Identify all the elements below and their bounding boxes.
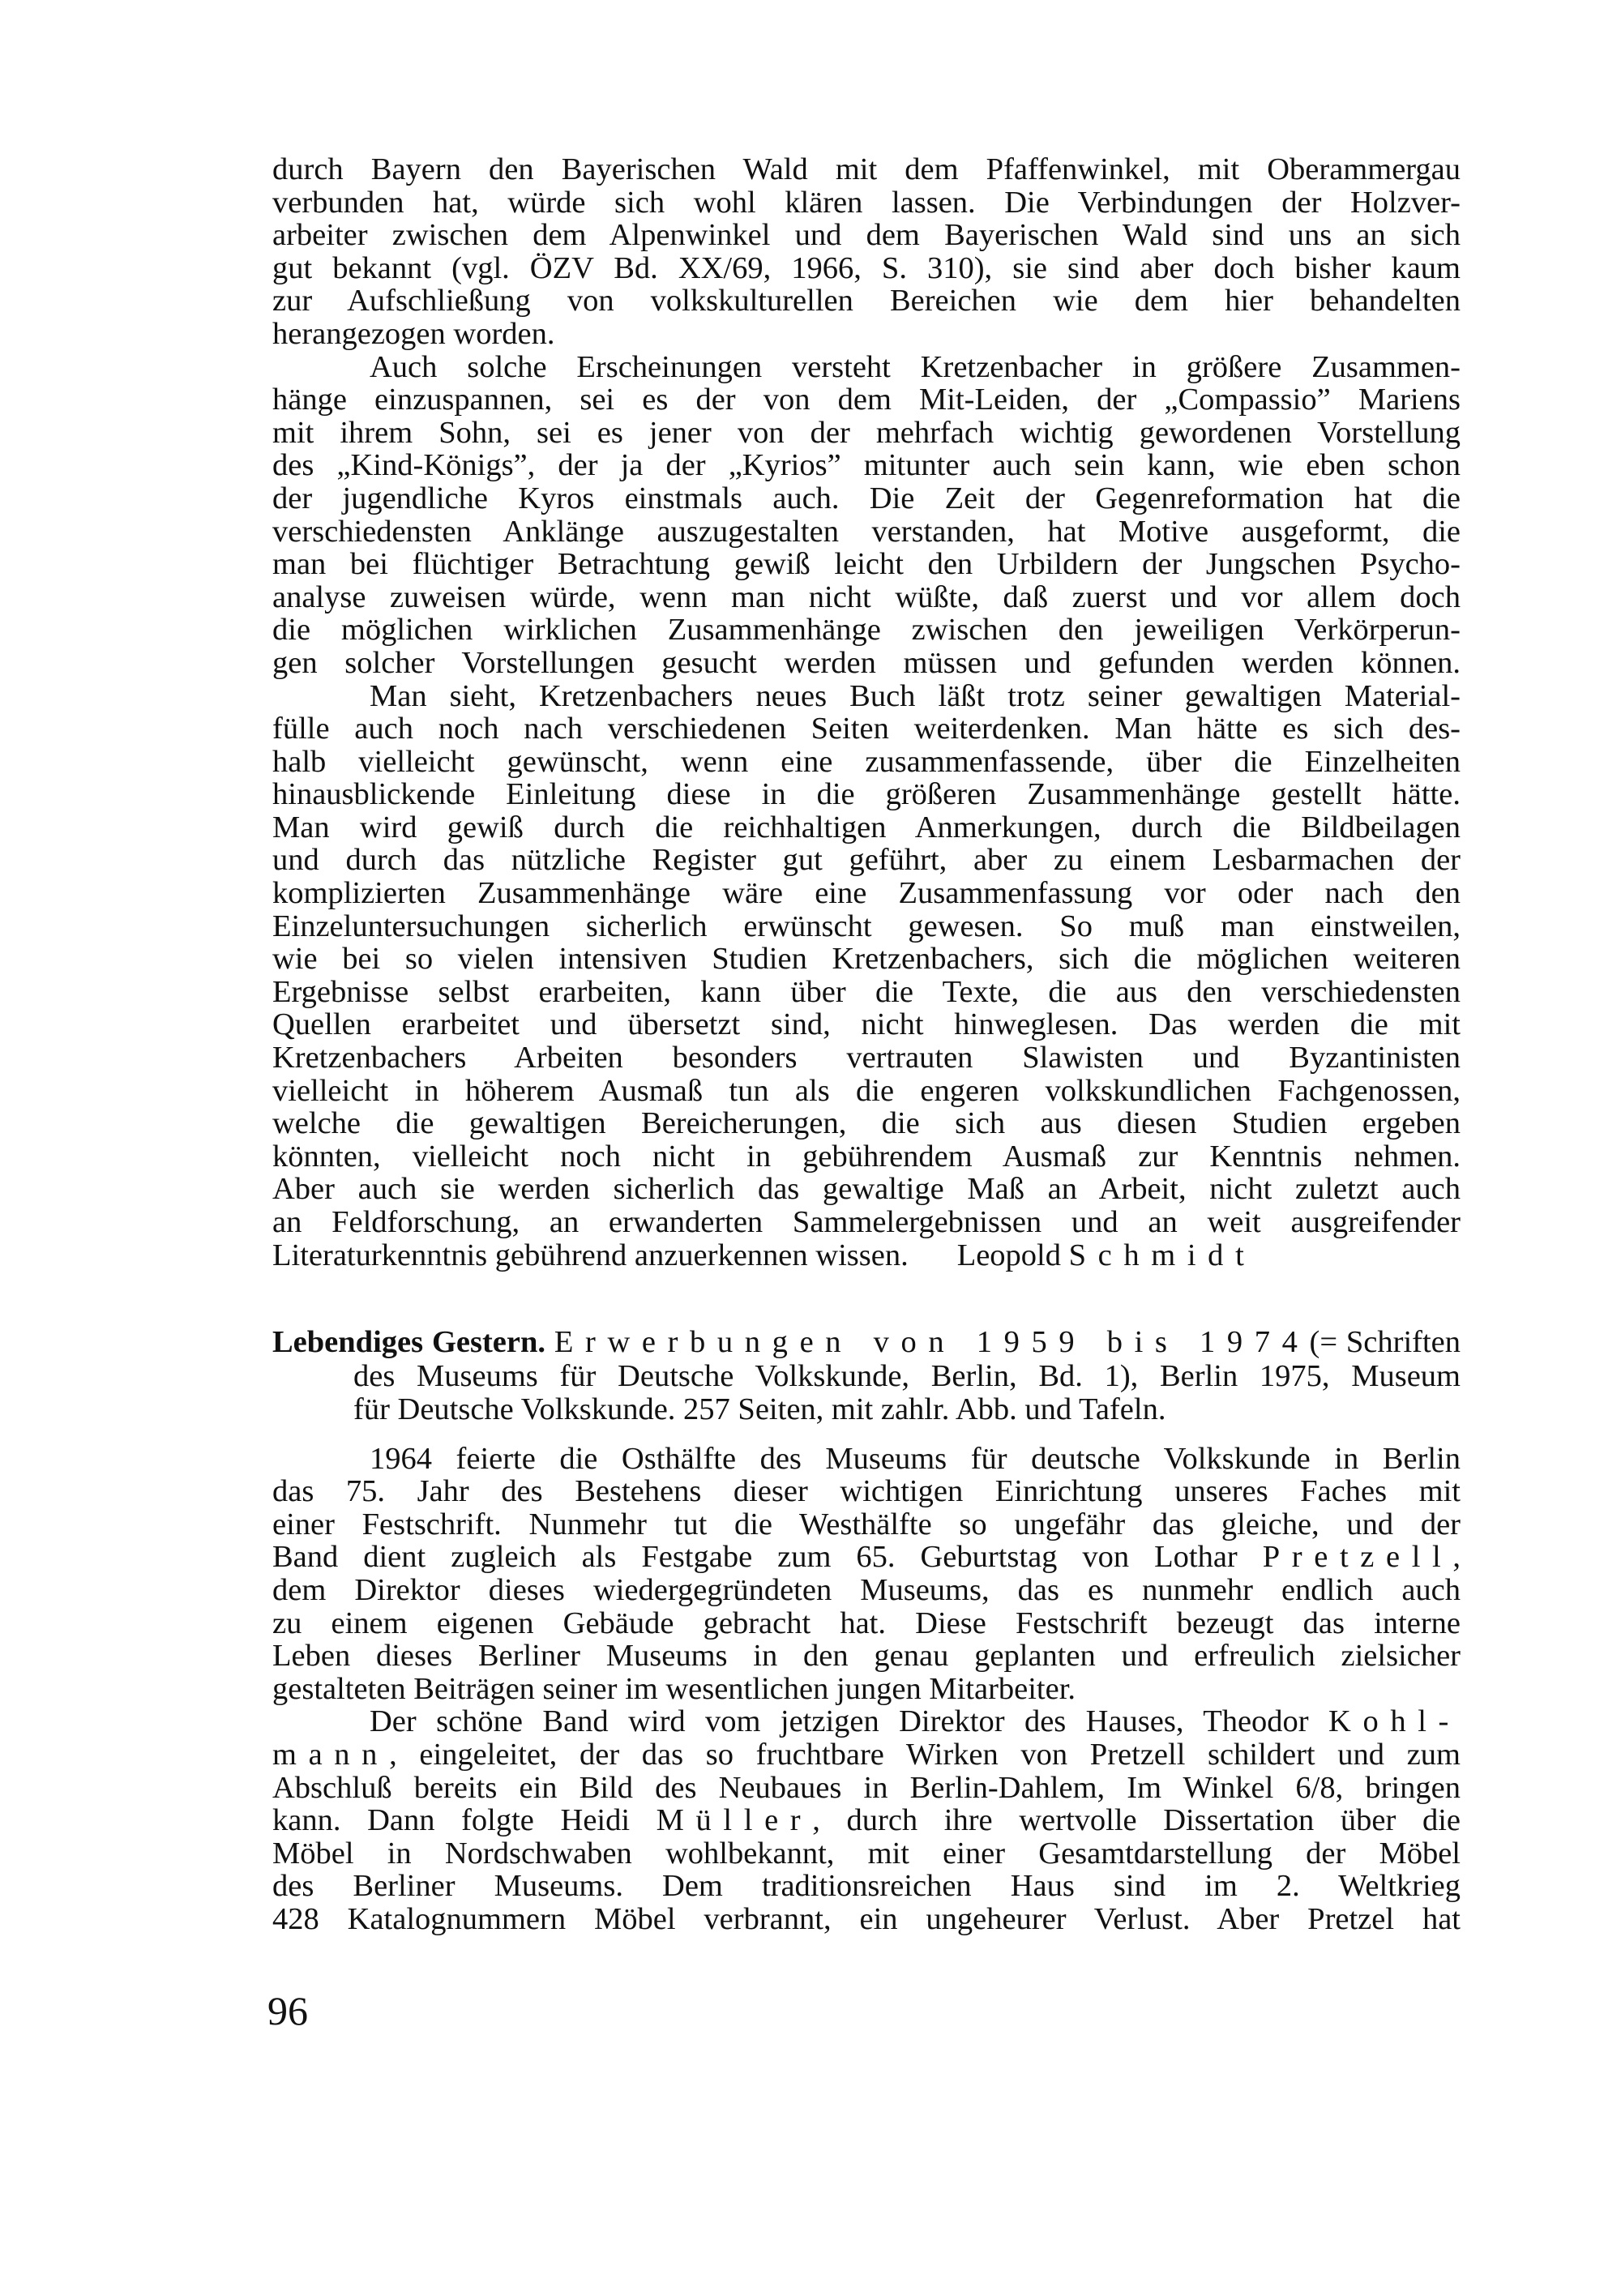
author-signature <box>957 1239 1256 1272</box>
text-line: 1964 feierte die Osthälfte des Museums für deutsche Volkskunde in Berlin <box>370 1441 1461 1476</box>
spaced-name: Kohl- <box>1328 1704 1461 1739</box>
text-line: gestalteten Beiträgen seiner im wesentlichen jungen Mitarbeiter. <box>272 1671 1076 1706</box>
text-line: halb vielleicht gewünscht, wenn eine zusammenfassende, über die Einzelheiten <box>272 744 1461 779</box>
text-line: vielleicht in höherem Ausmaß tun als die engeren volkskundlichen Fachgenossen, <box>272 1073 1461 1108</box>
text-line: der jugendliche Kyros einstmals auch. Die Zeit der Gegenreformation hat die <box>272 481 1461 515</box>
author-first-name: Leopold <box>956 1238 1062 1272</box>
text-line <box>272 1541 1461 1574</box>
text-segment: , <box>1452 1540 1461 1575</box>
bibliography-line: des Museums für Deutsche Volkskunde, Berlin, Bd. 1), Berlin 1975, Museum <box>353 1358 1461 1393</box>
text-line: Kretzenbachers Arbeiten besonders vertrauten Slawisten und Byzantinisten <box>272 1041 1461 1075</box>
text-line: wie bei so vielen intensiven Studien Kretzenbachers, sich die möglichen weiteren <box>272 942 1461 977</box>
text-line: hänge einzuspannen, sei es der von dem Mit-Leiden, der „Compassio” Mariens <box>272 383 1461 417</box>
review-body <box>272 1443 1461 1936</box>
spaced-name: mann <box>272 1738 390 1772</box>
text-line: man bei flüchtiger Betrachtung gewiß leicht den Urbildern der Jungschen Psycho- <box>272 547 1461 582</box>
text-segment <box>545 1325 554 1359</box>
text-segment: Der schöne Band wird vom jetzigen Direktor des Hauses, Theodor <box>370 1704 1329 1739</box>
text-segment: (= Schriften <box>1309 1325 1461 1360</box>
text-segment: , durch ihre wertvolle Dissertation über die <box>812 1803 1461 1838</box>
spaced-name: Erwerbungen von 1959 bis 1974 <box>554 1325 1310 1360</box>
text-line: Einzeluntersuchungen sicherlich erwünscht gewesen. So muß man einstweilen, <box>272 909 1461 943</box>
text-line: Aber auch sie werden sicherlich das gewaltige Maß an Arbeit, nicht zuletzt auch <box>272 1172 1461 1207</box>
paragraph <box>272 680 1461 1272</box>
text-line <box>272 1738 1461 1772</box>
page-number: 96 <box>267 1988 308 2033</box>
text-line: Auch solche Erscheinungen versteht Kretzenbacher in größere Zusammen- <box>370 349 1461 384</box>
document-page <box>272 153 1461 1936</box>
text-line: Abschluß bereits ein Bild des Neubaues in Berlin-Dahlem, Im Winkel 6/8, bringen <box>272 1770 1461 1805</box>
text-line: hinausblickende Einleitung diese in die größeren Zusammenhänge gestellt hätte. <box>272 777 1461 812</box>
review-continuation <box>272 153 1461 1272</box>
text-line: zur Aufschließung von volkskulturellen Bereichen wie dem hier behandelten <box>272 284 1461 319</box>
text-line: Ergebnisse selbst erarbeiten, kann über die Texte, die aus den verschiedensten <box>272 974 1461 1009</box>
review-lebendiges-gestern <box>272 1326 1461 1935</box>
text-line: fülle auch noch nach verschiedenen Seiten weiterdenken. Man hätte es sich des- <box>272 712 1461 746</box>
text-line: einer Festschrift. Nunmehr tut die Westhälfte so ungefähr das gleiche, und der <box>272 1507 1461 1541</box>
text-line: durch Bayern den Bayerischen Wald mit dem Pfaffenwinkel, mit Oberammergau <box>272 152 1461 186</box>
text-line: analyse zuweisen würde, wenn man nicht wüßte, daß zuerst und vor allem doch <box>272 579 1461 614</box>
text-line <box>272 1239 1461 1272</box>
text-line: arbeiter zwischen dem Alpenwinkel und dem Bayerischen Wald sind uns an sich <box>272 218 1461 253</box>
text-line: 428 Katalognummern Möbel verbrannt, ein ungeheurer Verlust. Aber Pretzel hat <box>272 1902 1461 1936</box>
paragraph <box>272 1705 1461 1935</box>
author-last-name: Schmidt <box>1068 1238 1256 1272</box>
text-line: zu einem eigenen Gebäude gebracht hat. Diese Festschrift bezeugt das interne <box>272 1605 1461 1640</box>
bibliographic-entry <box>272 1326 1461 1427</box>
text-line: und durch das nützliche Register gut geführt, aber zu einem Lesbarmachen der <box>272 843 1461 878</box>
text-line: Man sieht, Kretzenbachers neues Buch läßt trotz seiner gewaltigen Material- <box>370 678 1461 713</box>
paragraph <box>272 153 1461 351</box>
text-line: die möglichen wirklichen Zusammenhänge zwischen den jeweiligen Verkörperun- <box>272 613 1461 648</box>
text-line: gen solcher Vorstellungen gesucht werden müssen und gefunden werden können. <box>272 645 1461 680</box>
text-line: dem Direktor dieses wiedergegründeten Museums, das es nunmehr endlich auch <box>272 1573 1461 1608</box>
text-line: herangezogen worden. <box>272 316 555 351</box>
spaced-name: Pretzell <box>1262 1540 1453 1575</box>
text-line: Möbel in Nordschwaben wohlbekannt, mit einer Gesamtdarstellung der Möbel <box>272 1836 1461 1871</box>
text-line: verschiedensten Anklänge auszugestalten verstanden, hat Motive ausgeformt, die <box>272 514 1461 549</box>
text-line: das 75. Jahr des Bestehens dieser wichtigen Einrichtung unseres Faches mit <box>272 1474 1461 1509</box>
text-line: könnten, vielleicht noch nicht in gebührendem Ausmaß zur Kenntnis nehmen. <box>272 1139 1461 1174</box>
text-segment: Literaturkenntnis gebührend anzuerkennen wissen. <box>272 1238 909 1272</box>
spaced-name: Müller <box>656 1803 813 1838</box>
text-line: komplizierten Zusammenhänge wäre eine Zusammenfassung vor oder nach den <box>272 876 1461 911</box>
text-segment: kann. Dann folgte Heidi <box>272 1803 657 1838</box>
bibliography-line: für Deutsche Volkskunde. 257 Seiten, mit zahlr. Abb. und Tafeln. <box>353 1392 1166 1427</box>
text-line: Man wird gewiß durch die reichhaltigen Anmerkungen, durch die Bildbeilagen <box>272 810 1461 844</box>
text-line: gut bekannt (vgl. ÖZV Bd. XX/69, 1966, S. 310), sie sind aber doch bisher kaum <box>272 250 1461 285</box>
entry-title: Lebendiges Gestern. <box>272 1325 545 1360</box>
text-line <box>272 1804 1461 1837</box>
text-line: des Berliner Museums. Dem traditionsreichen Haus sind im 2. Weltkrieg <box>272 1869 1461 1904</box>
bibliography-line <box>272 1326 1461 1360</box>
text-line <box>272 1705 1461 1738</box>
text-line: des „Kind-Königs”, der ja der „Kyrios” mitunter auch sein kann, wie eben schon <box>272 448 1461 483</box>
paragraph <box>272 351 1461 680</box>
text-line: Quellen erarbeitet und übersetzt sind, nicht hinweglesen. Das werden die mit <box>272 1007 1461 1042</box>
text-line: an Feldforschung, an erwanderten Sammelergebnissen und an weit ausgreifender <box>272 1205 1461 1239</box>
text-segment: , eingeleitet, der das so fruchtbare Wirken von Pretzell schildert und zum <box>389 1738 1461 1772</box>
text-segment: Band dient zugleich als Festgabe zum 65. Geburtstag von Lothar <box>272 1540 1263 1575</box>
text-line: mit ihrem Sohn, sei es jener von der mehrfach wichtig gewordenen Vorstellung <box>272 415 1461 450</box>
paragraph <box>272 1443 1461 1706</box>
text-line: Leben dieses Berliner Museums in den genau geplanten und erfreulich zielsicher <box>272 1639 1461 1674</box>
text-line: welche die gewaltigen Bereicherungen, die sich aus diesen Studien ergeben <box>272 1106 1461 1141</box>
text-line: verbunden hat, würde sich wohl klären lassen. Die Verbindungen der Holzver- <box>272 185 1461 220</box>
